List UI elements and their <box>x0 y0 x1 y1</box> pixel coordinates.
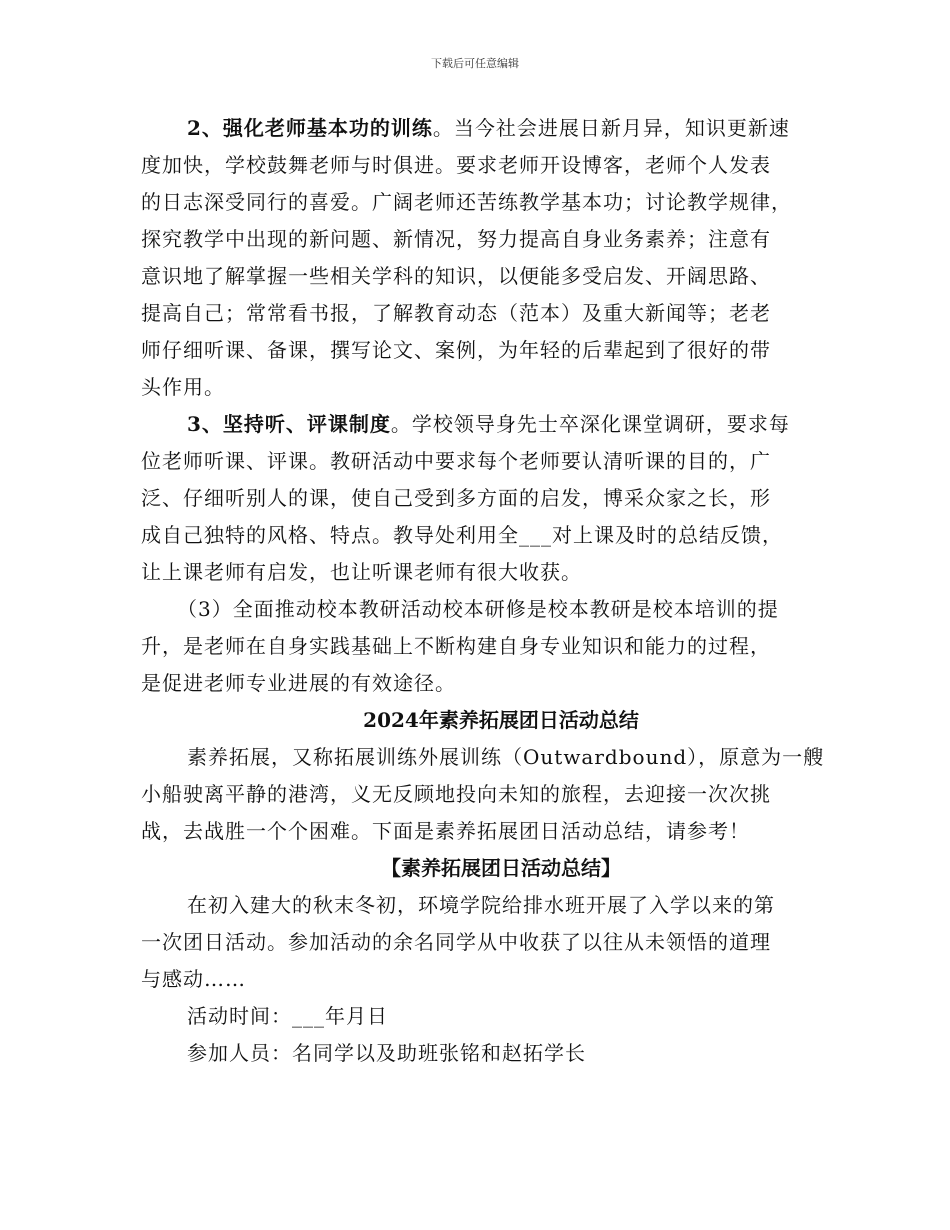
section2-text: 。当今社会进展日新月异，知识更新速 <box>432 116 790 140</box>
section2-line-7: 师仔细听课、备课，撰写论文、案例，为年轻的后辈起到了很好的带 <box>141 338 771 362</box>
article-intro-line-3: 战，去战胜一个个困难。下面是素养拓展团日活动总结，请参考！ <box>141 819 750 843</box>
section3-line-5: 让上课老师有启发，也让听课老师有很大收获。 <box>141 560 582 584</box>
section-3paren-line-2: 升，是老师在自身实践基础上不断构建自身专业知识和能力的过程， <box>141 634 771 658</box>
article-body-line-3: 与感动…… <box>141 967 246 991</box>
section3-text: 。学校领导身先士卒深化课堂调研，要求每 <box>390 412 790 436</box>
section-3paren-line-1: （3）全面推动校本教研活动校本研修是校本教研是校本培训的提 <box>177 597 779 621</box>
section-3paren-line-3: 是促进老师专业进展的有效途径。 <box>141 671 456 695</box>
document-body <box>141 110 825 1072</box>
section2-line-8: 头作用。 <box>141 375 225 399</box>
section2-line-3: 的日志深受同行的喜爱。广阔老师还苦练教学基本功；讨论教学规律， <box>141 190 792 214</box>
section2-line-4: 探究教学中出现的新问题、新情况，努力提高自身业务素养；注意有 <box>141 227 771 251</box>
participants: 参加人员：名同学以及助班张铭和赵拓学长 <box>187 1041 586 1065</box>
section3-heading: 3、坚持听、评课制度 <box>187 412 391 436</box>
section2-line-2: 度加快，学校鼓舞老师与时俱进。要求老师开设博客，老师个人发表 <box>141 153 771 177</box>
article-body-line-2: 一次团日活动。参加活动的余名同学从中收获了以往从未领悟的道理 <box>141 930 771 954</box>
section2-line-5: 意识地了解掌握一些相关学科的知识，以便能多受启发、开阔思路、 <box>141 264 771 288</box>
article-intro-line-1: 素养拓展，又称拓展训练外展训练（Outwardbound），原意为一艘 <box>187 745 825 769</box>
section3-line-2: 位老师听课、评课。教研活动中要求每个老师要认清听课的目的，广 <box>141 449 771 473</box>
article-title: 2024年素养拓展团日活动总结 <box>363 708 639 732</box>
page-header-note: 下载后可任意编辑 <box>431 57 519 70</box>
section3-line-4: 成自己独特的风格、特点。教导处利用全___对上课及时的总结反馈， <box>141 523 783 547</box>
section3-line-1 <box>141 406 821 443</box>
article-body-line-1: 在初入建大的秋末冬初，环境学院给排水班开展了入学以来的第 <box>187 893 775 917</box>
article-intro-line-2: 小船驶离平静的港湾，义无反顾地投向未知的旅程，去迎接一次次挑 <box>141 782 771 806</box>
section2-heading: 2、强化老师基本功的训练 <box>187 116 433 140</box>
activity-time: 活动时间：___年月日 <box>187 1004 388 1028</box>
section3-line-3: 泛、仔细听别人的课，使自己受到多方面的启发，博采众家之长，形 <box>141 486 771 510</box>
section2-line-1 <box>141 110 821 147</box>
article-subtitle: 【素养拓展团日活动总结】 <box>381 856 621 880</box>
section2-line-6: 提高自己；常常看书报，了解教育动态（范本）及重大新闻等；老老 <box>141 301 771 325</box>
